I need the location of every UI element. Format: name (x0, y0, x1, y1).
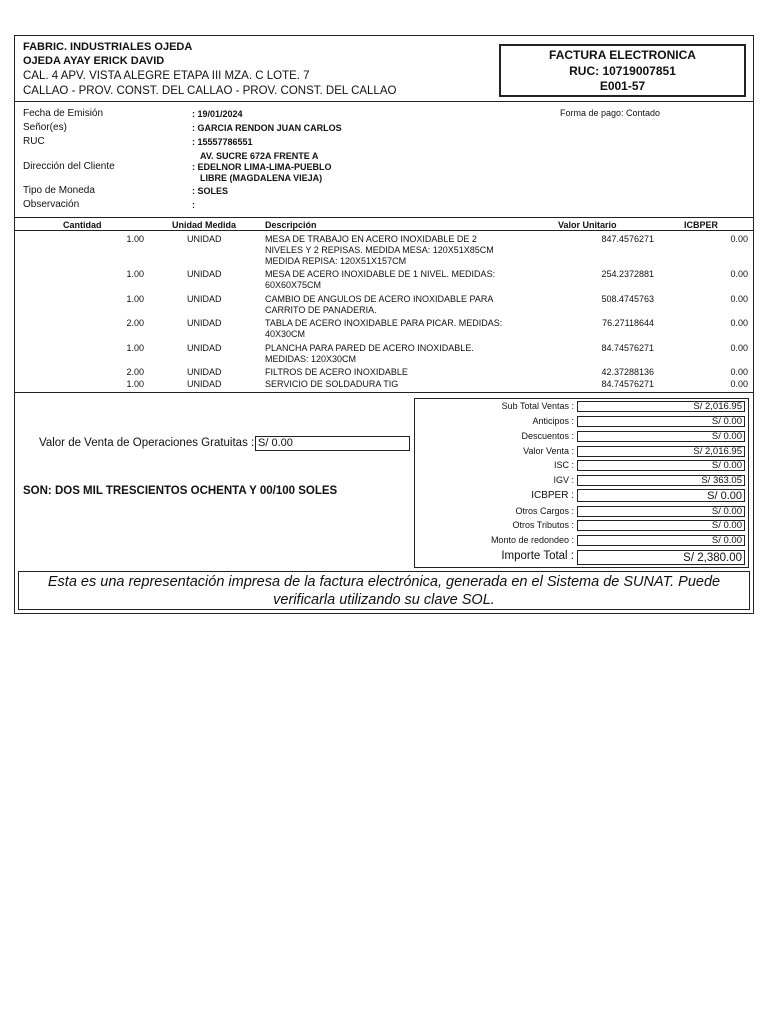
isc-label: ISC : (553, 460, 574, 470)
subtotal-label: Sub Total Ventas : (501, 401, 574, 411)
direccion-line3: LIBRE (MAGDALENA VIEJA) (200, 173, 323, 183)
table-row-price: 508.4745763 (601, 294, 654, 304)
issuer-owner: OJEDA AYAY ERICK DAVID (23, 55, 165, 67)
table-row-desc: 40X30CM (265, 329, 306, 339)
table-header-border (14, 230, 754, 231)
senor-value: : GARCIA RENDON JUAN CARLOS (192, 123, 342, 133)
table-row-icbper: 0.00 (730, 234, 748, 244)
table-row-desc: FILTROS DE ACERO INOXIDABLE (265, 367, 408, 377)
table-row-icbper: 0.00 (730, 367, 748, 377)
table-row-desc: PLANCHA PARA PARED DE ACERO INOXIDABLE. (265, 343, 474, 353)
table-row-desc: CARRITO DE PANADERIA. (265, 305, 377, 315)
fecha-label: Fecha de Emisión (23, 108, 104, 119)
divider (14, 101, 754, 102)
igv-value: S/ 363.05 (577, 475, 745, 486)
table-row-price: 76.27118644 (602, 318, 654, 328)
table-row-qty: 1.00 (126, 234, 144, 244)
table-row-unit: UNIDAD (187, 343, 222, 353)
forma-pago: Forma de pago: Contado (560, 108, 661, 118)
col-header-icbper: ICBPER (684, 220, 719, 230)
ruc-label: RUC (23, 136, 45, 147)
table-row-icbper: 0.00 (730, 343, 748, 353)
invoice-ruc: RUC: 10719007851 (569, 63, 676, 78)
direccion-line1: AV. SUCRE 672A FRENTE A (200, 151, 319, 161)
table-row-price: 254.2372881 (601, 269, 654, 279)
table-row-qty: 1.00 (126, 269, 144, 279)
senor-label: Señor(es) (23, 122, 67, 133)
importe-total-label: Importe Total : (501, 550, 574, 562)
table-row-desc: SERVICIO DE SOLDADURA TIG (265, 379, 399, 389)
table-row-desc: TABLA DE ACERO INOXIDABLE PARA PICAR. MEDIDAS: (265, 318, 503, 328)
table-row-icbper: 0.00 (730, 294, 748, 304)
col-header-cantidad: Cantidad (63, 220, 102, 230)
gratuitas-label: Valor de Venta de Operaciones Gratuitas : (39, 437, 255, 449)
table-top-border (14, 217, 754, 218)
invoice-number: E001-57 (599, 79, 646, 93)
icbper-label: ICBPER : (531, 490, 574, 501)
table-row-unit: UNIDAD (187, 234, 222, 244)
otros-tributos-value: S/ 0.00 (577, 520, 745, 531)
igv-label: IGV : (553, 475, 574, 485)
table-row-unit: UNIDAD (187, 318, 222, 328)
col-header-valor-unitario: Valor Unitario (558, 220, 617, 230)
otros-tributos-label: Otros Tributos : (512, 520, 574, 530)
anticipos-label: Anticipos : (532, 416, 574, 426)
redondeo-label: Monto de redondeo : (490, 535, 574, 545)
anticipos-value: S/ 0.00 (577, 416, 745, 427)
subtotal-value: S/ 2,016.95 (577, 401, 745, 412)
issuer-address-line1: CAL. 4 APV. VISTA ALEGRE ETAPA III MZA. C LOTE. 7 (23, 70, 310, 82)
isc-value: S/ 0.00 (577, 460, 745, 471)
table-row-unit: UNIDAD (187, 379, 222, 389)
invoice-id-box (499, 44, 746, 97)
redondeo-value: S/ 0.00 (577, 535, 745, 546)
table-row-qty: 2.00 (126, 318, 144, 328)
table-row-icbper: 0.00 (730, 379, 748, 389)
importe-total-value: S/ 2,380.00 (577, 550, 745, 565)
moneda-label: Tipo de Moneda (23, 185, 95, 196)
observacion-label: Observación (23, 199, 80, 210)
amount-in-words: SON: DOS MIL TRESCIENTOS OCHENTA Y 00/100 SOLES (23, 485, 338, 497)
table-row-price: 84.74576271 (601, 379, 654, 389)
table-row-desc: MESA DE ACERO INOXIDABLE DE 1 NIVEL. MEDIDAS: (265, 269, 496, 279)
table-row-desc: NIVELES Y 2 REPISAS. MEDIDA MESA: 120X51X85CM (265, 245, 494, 255)
table-bottom-border (14, 392, 754, 393)
sunat-note: Esta es una representación impresa de la factura electrónica, generada en el Sistema de SUNAT. Puede verificarla utilizando su clave SOL. (18, 571, 750, 610)
issuer-address-line2: CALLAO - PROV. CONST. DEL CALLAO - PROV. CONST. DEL CALLAO (23, 85, 397, 97)
otros-cargos-value: S/ 0.00 (577, 506, 745, 517)
valor-venta-value: S/ 2,016.95 (577, 446, 745, 457)
table-row-price: 42.37288136 (601, 367, 654, 377)
table-row-unit: UNIDAD (187, 367, 222, 377)
gratuitas-value: S/ 0.00 (255, 436, 410, 451)
table-row-desc: MEDIDAS: 120X30CM (265, 354, 357, 364)
table-row-qty: 1.00 (126, 294, 144, 304)
table-row-icbper: 0.00 (730, 269, 748, 279)
table-row-desc: 60X60X75CM (265, 280, 322, 290)
table-row-unit: UNIDAD (187, 269, 222, 279)
col-header-descripcion: Descripción (265, 220, 317, 230)
col-header-unidad: Unidad Medida (172, 220, 237, 230)
otros-cargos-label: Otros Cargos : (515, 506, 574, 516)
table-row-desc: CAMBIO DE ANGULOS DE ACERO INOXIDABLE PARA (265, 294, 494, 304)
moneda-value: : SOLES (192, 186, 229, 196)
table-row-icbper: 0.00 (730, 318, 748, 328)
table-row-price: 847.4576271 (601, 234, 654, 244)
fecha-value: : 19/01/2024 (192, 109, 243, 119)
table-row-unit: UNIDAD (187, 294, 222, 304)
table-row-desc: MEDIDA REPISA: 120X51X157CM (265, 256, 407, 266)
table-row-desc: MESA DE TRABAJO EN ACERO INOXIDABLE DE 2 (265, 234, 477, 244)
table-row-price: 84.74576271 (601, 343, 654, 353)
descuentos-label: Descuentos : (521, 431, 574, 441)
direccion-label: Dirección del Cliente (23, 161, 115, 172)
icbper-value: S/ 0.00 (577, 489, 745, 502)
table-row-qty: 2.00 (126, 367, 144, 377)
valor-venta-label: Valor Venta : (523, 446, 574, 456)
descuentos-value: S/ 0.00 (577, 431, 745, 442)
direccion-line2: : EDELNOR LIMA-LIMA-PUEBLO (192, 162, 332, 172)
table-row-qty: 1.00 (126, 343, 144, 353)
issuer-name: FABRIC. INDUSTRIALES OJEDA (23, 41, 193, 53)
table-row-qty: 1.00 (126, 379, 144, 389)
observacion-value: : (192, 200, 195, 210)
ruc-value: : 15557786551 (192, 137, 253, 147)
invoice-type: FACTURA ELECTRONICA (549, 48, 696, 62)
